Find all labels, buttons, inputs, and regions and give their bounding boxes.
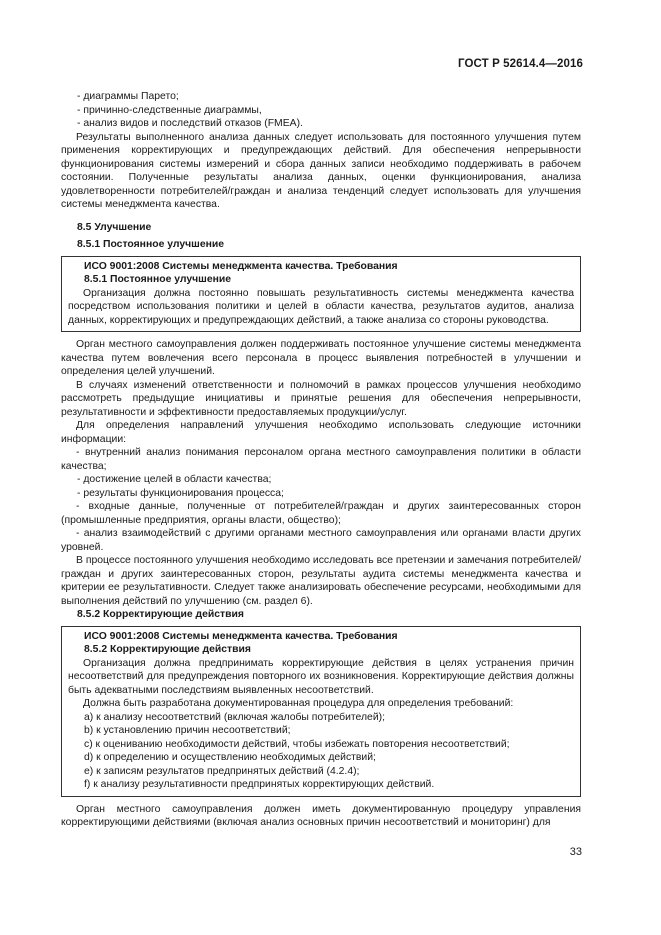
list-item: a) к анализу несоответствий (включая жалобы потребителей); (84, 711, 385, 723)
list-item: - причинно-следственные диаграммы, (77, 104, 262, 116)
quote-text: Должна быть разработана документированная процедура для определения требований: (83, 698, 514, 709)
list-item: f) к анализу результативности предпринятых корректирующих действий. (84, 779, 435, 790)
paragraph: Орган местного самоуправления должен поддерживать постоянное улучшение системы менеджмента качества путем вовлечения всего персонала в процесс выявления потребностей в улучшении и определения целей улучшений. (61, 339, 581, 377)
iso-quote-box (61, 626, 581, 797)
list-item: - анализ видов и последствий отказов (FMEA). (77, 118, 303, 129)
quote-text: Организация должна предпринимать корректирующие действия в целях устранения причин несоответствий для предупреждения повторного их возникновения. Корректирующие действия должны быть адекватными последствиям выявленных несоответствий. (68, 657, 574, 696)
list-item: d) к определению и осуществлению необходимых действий; (84, 752, 376, 763)
list-item: - входные данные, полученные от потребителей/граждан и других заинтересованных сторон (промышленные предприятия, органы власти, общество); (61, 501, 581, 526)
paragraph: Результаты выполненного анализа данных следует использовать для постоянного улучшения путем применения корректирующих и предупреждающих действий. Для обеспечения непрерывности функционирования системы измерений и сбора данных записи необходимо поддерживать в рабочем состоянии. Полученные результаты анализа данных, оценки функционирования, анализа удовлетворенности потребителей/граждан и анализа тенденций следует использовать для улучшения системы менеджмента качества. (61, 131, 581, 210)
paragraph: Орган местного самоуправления должен иметь документированную процедуру управления корректирующими действиями (включая анализ основных причин несоответствий и мониторинг) для (61, 803, 581, 828)
quote-title: ИСО 9001:2008 Системы менеджмента качества. Требования (84, 630, 398, 642)
list-item: - внутренний анализ понимания персоналом органа местного самоуправления политики в области качества; (61, 447, 581, 472)
paragraph: В случаях изменений ответственности и полномочий в рамках процессов улучшения необходимо рассмотреть предыдущие инициативы и принятые решения для обеспечения непрерывности, результативности и эффективности предоставляемых продукции/услуг. (61, 379, 581, 418)
quote-subtitle: 8.5.2 Корректирующие действия (84, 644, 251, 655)
subsection-heading: 8.5.2 Корректирующие действия (77, 609, 244, 620)
list-item: - достижение целей в области качества; (77, 474, 272, 485)
quote-title: ИСО 9001:2008 Системы менеджмента качества. Требования (84, 260, 398, 272)
list-item: b) к установлению причин несоответствий; (84, 725, 291, 736)
list-item: e) к записям результатов предпринятых действий (4.2.4); (84, 765, 360, 777)
iso-quote-box (61, 256, 581, 333)
page-content (61, 90, 581, 830)
list-item: - результаты функционирования процесса; (77, 487, 284, 499)
subsection-heading: 8.5.1 Постоянное улучшение (77, 239, 225, 250)
list-item: c) к оцениванию необходимости действий, чтобы избежать повторения несоответствий; (84, 738, 510, 750)
quote-subtitle: 8.5.1 Постоянное улучшение (84, 274, 232, 285)
section-heading: 8.5 Улучшение (77, 221, 152, 233)
paragraph: Для определения направлений улучшения необходимо использовать следующие источники информации: (61, 420, 581, 445)
quote-text: Организация должна постоянно повышать результативность системы менеджмента качества посредством использования политики и целей в области качества, результатов аудитов, анализа данных, корректирующих и предупреждающих действий, а также анализа со стороны руководства. (68, 287, 574, 326)
page-number: 33 (569, 846, 582, 858)
document-id: ГОСТ Р 52614.4—2016 (458, 58, 583, 70)
list-item: - диаграммы Парето; (77, 91, 179, 102)
paragraph: В процессе постоянного улучшения необходимо исследовать все претензии и замечания потребителей/граждан и других заинтересованных сторон, результаты аудита системы менеджмента качества и критерии ее результативности. Следует также анализировать обеспечение ресурсами, необходимыми для выполнения действий по улучшению (см. раздел 6). (61, 555, 581, 607)
list-item: - анализ взаимодействий с другими органами местного самоуправления или органами власти других уровней. (61, 528, 581, 553)
